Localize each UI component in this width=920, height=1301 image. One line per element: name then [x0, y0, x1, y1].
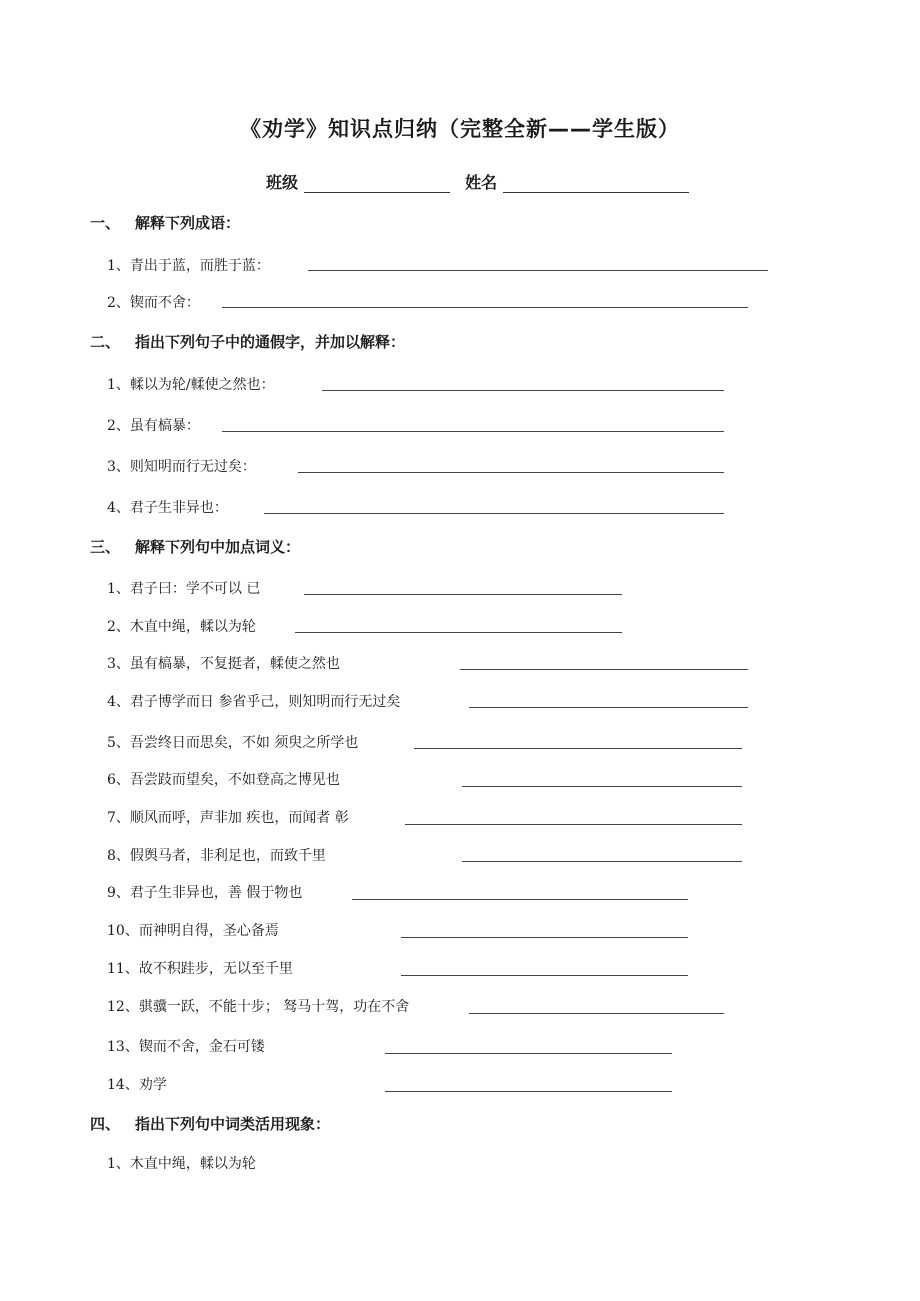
answer-line[interactable] — [295, 632, 622, 633]
list-item: 1、木直中绳，輮以为轮 — [107, 1156, 256, 1172]
answer-line[interactable] — [385, 1053, 672, 1054]
answer-line[interactable] — [352, 899, 688, 900]
answer-line[interactable] — [401, 975, 688, 976]
answer-line[interactable] — [222, 307, 748, 308]
list-item: 1、青出于蓝，而胜于蓝： — [107, 258, 270, 274]
list-item: 8、假舆马者，非利足也，而致千里 — [107, 848, 326, 864]
section-title: 指出下列句子中的通假字，并加以解释： — [135, 333, 406, 351]
class-name-line — [266, 170, 699, 194]
list-item: 3、则知明而行无过矣： — [107, 459, 256, 475]
answer-line[interactable] — [469, 1013, 724, 1014]
section-title: 指出下列句中词类活用现象： — [135, 1115, 331, 1133]
answer-line[interactable] — [414, 748, 742, 749]
answer-line[interactable] — [304, 594, 622, 595]
list-item: 1、輮以为轮/輮使之然也： — [107, 377, 275, 393]
class-blank[interactable] — [304, 174, 450, 193]
list-item: 4、君子博学而日 参省乎己，则知明而行无过矣 — [107, 694, 401, 710]
answer-line[interactable] — [322, 390, 724, 391]
section-heading — [90, 212, 240, 233]
list-item: 10、而神明自得，圣心备焉 — [107, 923, 279, 939]
answer-line[interactable] — [405, 824, 742, 825]
list-item: 2、虽有槁暴： — [107, 418, 200, 434]
list-item: 2、锲而不舍： — [107, 295, 200, 311]
answer-line[interactable] — [462, 861, 742, 862]
list-item: 6、吾尝跂而望矣，不如登高之博见也 — [107, 772, 340, 788]
list-item: 9、君子生非异也，善 假于物也 — [107, 885, 303, 901]
list-item: 7、顺风而呼，声非加 疾也，而闻者 彰 — [107, 810, 349, 826]
list-item: 2、木直中绳，輮以为轮 — [107, 619, 256, 635]
list-item: 4、君子生非异也： — [107, 500, 228, 516]
name-label: 姓名 — [465, 173, 498, 192]
answer-line[interactable] — [462, 786, 742, 787]
list-item: 14、劝学 — [107, 1077, 167, 1093]
section-heading — [90, 331, 405, 352]
answer-line[interactable] — [298, 472, 724, 473]
section-title: 解释下列成语： — [135, 214, 241, 232]
list-item: 13、锲而不舍，金石可镂 — [107, 1039, 265, 1055]
section-number: 三、 — [90, 538, 121, 556]
section-number: 四、 — [90, 1115, 121, 1133]
name-blank[interactable] — [503, 174, 689, 193]
section-number: 二、 — [90, 333, 121, 351]
answer-line[interactable] — [308, 270, 768, 271]
section-number: 一、 — [90, 214, 121, 232]
class-label: 班级 — [266, 173, 299, 192]
answer-line[interactable] — [264, 513, 724, 514]
list-item: 12、骐骥一跃，不能十步； 驽马十驾，功在不舍 — [107, 999, 410, 1015]
page-title: 《劝学》知识点归纳（完整全新——学生版） — [240, 117, 680, 141]
section-heading — [90, 536, 300, 557]
list-item: 11、故不积跬步，无以至千里 — [107, 961, 293, 977]
list-item: 1、君子曰：学不可以 已 — [107, 581, 261, 597]
list-item: 5、吾尝终日而思矣，不如 须臾之所学也 — [107, 735, 359, 751]
answer-line[interactable] — [469, 707, 748, 708]
answer-line[interactable] — [460, 669, 748, 670]
answer-line[interactable] — [401, 937, 688, 938]
answer-line[interactable] — [385, 1091, 672, 1092]
section-heading — [90, 1113, 330, 1134]
answer-line[interactable] — [222, 431, 724, 432]
list-item: 3、虽有槁暴，不复挺者，輮使之然也 — [107, 656, 340, 672]
section-title: 解释下列句中加点词义： — [135, 538, 301, 556]
